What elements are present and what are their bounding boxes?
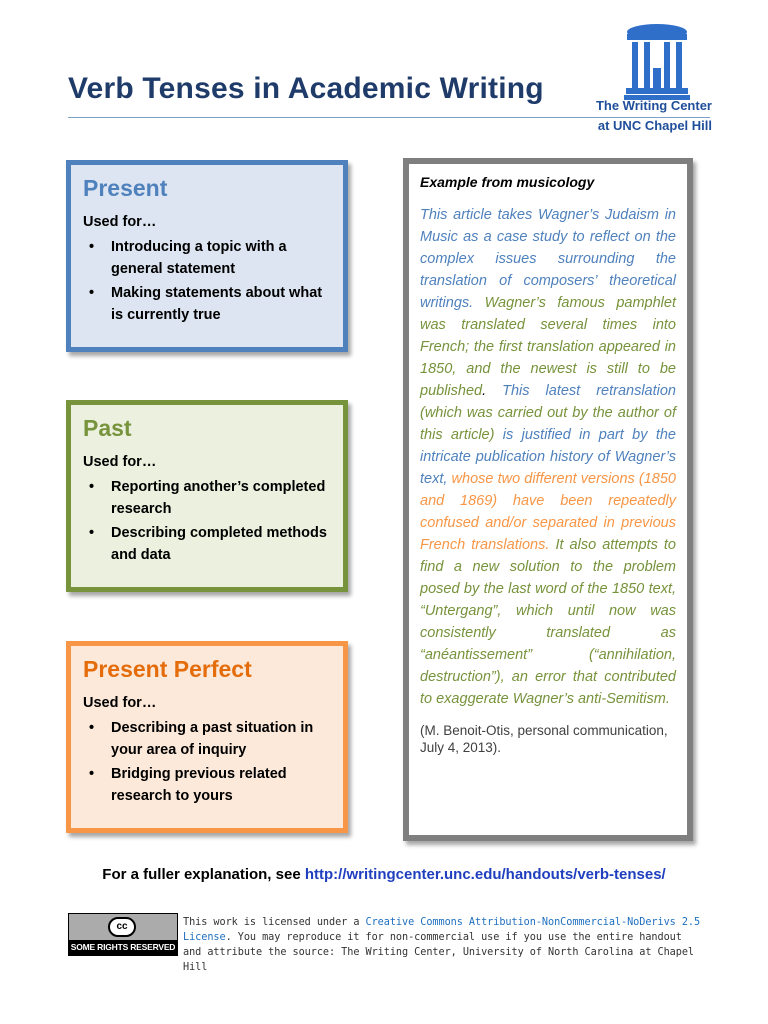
example-box [403,158,693,841]
past-used-for: Used for… [83,454,157,470]
handout-link[interactable]: http://writingcenter.unc.edu/handouts/verb-tenses/ [304,866,666,883]
list-item: • Describing completed methods and data [89,525,327,563]
logo-text-line2: at UNC Chapel Hill [597,118,712,133]
old-well-icon [624,20,690,100]
license-text: This work is licensed under a Creative Commons Attribution-NonCommercial-NoDerivs 2.5 License. You may reproduce it for non-commercial use if you use the entire handout and attribute the source: The Writing Center, University of North Carolina at Chapel Hill [183,917,701,973]
list-item: • Introducing a topic with a general statement [89,239,287,277]
example-segment-present: This latest retranslation [486,383,676,399]
past-box [66,400,348,592]
list-item: • Reporting another’s completed research [89,479,326,517]
fuller-explanation-text: For a fuller explanation, see [102,866,305,883]
fuller-explanation [0,866,768,883]
example-segment-present-perfect: whose two different versions (1850 and 1869) have been repeatedly confused and/or separated in previous French translations. [420,471,676,553]
example-segment-past: It also attempts to find a new solution to the problem posed by the last word of the 1850 text, “Untergang”, which until now was consistently translated as “anéantissement” (“annihilation, destruction”), an error that contributed to exaggerate Wagner’s anti-Semitism. [420,537,676,707]
present-heading: Present [83,175,168,201]
example-segment-past: Wagner’s famous pamphlet was translated several times into French; the first translation appeared in 1850, and the newest is still to be published [420,295,676,399]
example-segment-period: . [482,383,487,399]
example-segment-past: (which was carried out by the author of this article) [420,405,676,443]
list-item: • Making statements about what is currently true [89,285,323,323]
example-segment-present: is justified in part by the intricate publication history of Wagner’s text, [420,427,676,487]
present-box [66,160,348,352]
cc-band-text: SOME RIGHTS RESERVED [69,940,177,955]
cc-icon: cc [108,917,136,937]
present-perfect-heading: Present Perfect [83,656,252,682]
example-heading: Example from musicology [420,174,595,190]
present-perfect-box [66,641,348,833]
page-title: Verb Tenses in Academic Writing [68,72,544,105]
example-segment-present: This article takes Wagner’s Judaism in Music as a case study to reflect on the complex issues surrounding the translation of composers’ theoretical writings. [420,207,676,311]
present-used-for: Used for… [83,214,157,230]
present-perfect-list [83,717,331,807]
past-list [83,476,331,566]
list-item: • Describing a past situation in your area of inquiry [89,720,314,758]
example-text [420,204,676,710]
list-item: • Bridging previous related research to yours [89,766,287,804]
logo-text-line1: The Writing Center [595,98,712,113]
past-heading: Past [83,415,132,441]
present-perfect-used-for: Used for… [83,695,157,711]
cc-badge[interactable] [68,913,178,956]
present-list [83,236,331,326]
example-citation: (M. Benoit-Otis, personal communication, July 4, 2013). [420,723,668,755]
license-link[interactable]: Creative Commons Attribution-NonCommercial-NoDerivs 2.5 License [183,917,701,943]
